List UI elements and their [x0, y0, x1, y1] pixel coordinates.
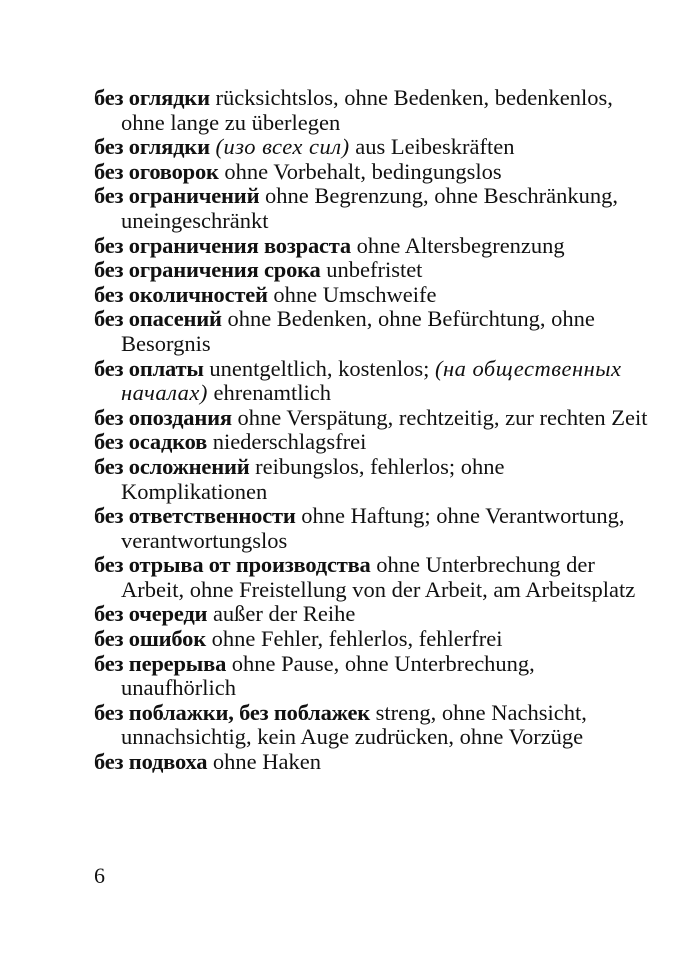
- entry-translation: ohne Begrenzung, ohne Beschränkung, uneingeschränkt: [121, 183, 618, 233]
- dictionary-entry: [94, 135, 654, 160]
- entry-term: без поблажки, без поблажек: [94, 699, 371, 725]
- entry-term: без очереди: [94, 601, 208, 627]
- entry-translation: ohne Umschweife: [273, 281, 437, 307]
- entry-usage-note: (изо всех сил): [215, 134, 350, 160]
- entry-term: без опоздания: [94, 404, 232, 430]
- dictionary-entry: [94, 750, 654, 775]
- entry-translation: ehrenamtlich: [213, 380, 331, 406]
- dictionary-entry: [94, 184, 654, 233]
- dictionary-entry: [94, 283, 654, 308]
- dictionary-entry: [94, 406, 654, 431]
- entry-term: без осадков: [94, 429, 208, 455]
- dictionary-entry: [94, 602, 654, 627]
- entry-translation: rücksichtslos, ohne Bedenken, bedenkenlos, ohne lange zu überlegen: [121, 85, 613, 135]
- dictionary-entry: [94, 627, 654, 652]
- entry-term: без опасений: [94, 306, 222, 332]
- dictionary-entry: [94, 160, 654, 185]
- entry-translation: außer der Reihe: [212, 601, 356, 627]
- dictionary-entry: [94, 701, 654, 750]
- dictionary-entry: [94, 258, 654, 283]
- dictionary-entry: [94, 553, 654, 602]
- entry-translation: ohne Fehler, fehlerlos, fehlerfrei: [211, 626, 503, 652]
- entry-translation: ohne Haftung; ohne Verantwortung, verantwortungslos: [121, 503, 625, 553]
- entry-term: без оговорок: [94, 158, 219, 184]
- entry-term: без ответственности: [94, 503, 296, 529]
- entry-term: без околичностей: [94, 281, 268, 307]
- entry-translation: unentgeltlich, kostenlos;: [209, 355, 430, 381]
- entry-term: без ошибок: [94, 626, 206, 652]
- dictionary-entry: [94, 307, 654, 356]
- entry-term: без ограничения срока: [94, 257, 321, 283]
- entry-term: без оглядки: [94, 85, 210, 110]
- entry-translation: unbefristet: [326, 257, 423, 283]
- entry-translation: ohne Haken: [212, 749, 321, 775]
- entry-translation: aus Leibeskräften: [355, 134, 515, 160]
- entry-translation: ohne Unterbrechung der Arbeit, ohne Freistellung von der Arbeit, am Arbeitsplatz: [121, 552, 636, 602]
- entry-translation: ohne Vorbehalt, bedingungslos: [224, 158, 502, 184]
- dictionary-entry: [94, 652, 654, 701]
- entry-term: без оплаты: [94, 355, 204, 381]
- entry-term: без подвоха: [94, 749, 208, 775]
- entry-term: без отрыва от производства: [94, 552, 371, 578]
- dictionary-page: [94, 86, 654, 775]
- entry-translation: ohne Altersbegrenzung: [356, 232, 565, 258]
- entry-term: без перерыва: [94, 650, 227, 676]
- entry-translation: ohne Pause, ohne Unterbrechung, unaufhörlich: [121, 650, 535, 701]
- entry-usage-note: (на общественных началах): [121, 355, 622, 406]
- page-number: 6: [94, 863, 105, 888]
- entry-term: без ограничения возраста: [94, 232, 351, 258]
- dictionary-entry: [94, 504, 654, 553]
- dictionary-entry: [94, 357, 654, 406]
- entry-translation: reibungslos, fehlerlos; ohne Komplikationen: [121, 453, 505, 504]
- dictionary-entry: [94, 430, 654, 455]
- dictionary-entry: [94, 86, 654, 135]
- entry-term: без оглядки: [94, 134, 210, 160]
- entry-list: [94, 86, 654, 775]
- entry-translation: streng, ohne Nachsicht, unnachsichtig, kein Auge zudrücken, ohne Vorzüge: [121, 699, 587, 750]
- dictionary-entry: [94, 234, 654, 259]
- entry-translation: niederschlagsfrei: [212, 429, 367, 455]
- entry-term: без ограничений: [94, 183, 260, 209]
- entry-translation: ohne Bedenken, ohne Befürchtung, ohne Besorgnis: [121, 306, 595, 356]
- entry-term: без осложнений: [94, 453, 250, 479]
- entry-translation: ohne Verspätung, rechtzeitig, zur rechten Zeit: [237, 404, 648, 430]
- dictionary-entry: [94, 455, 654, 504]
